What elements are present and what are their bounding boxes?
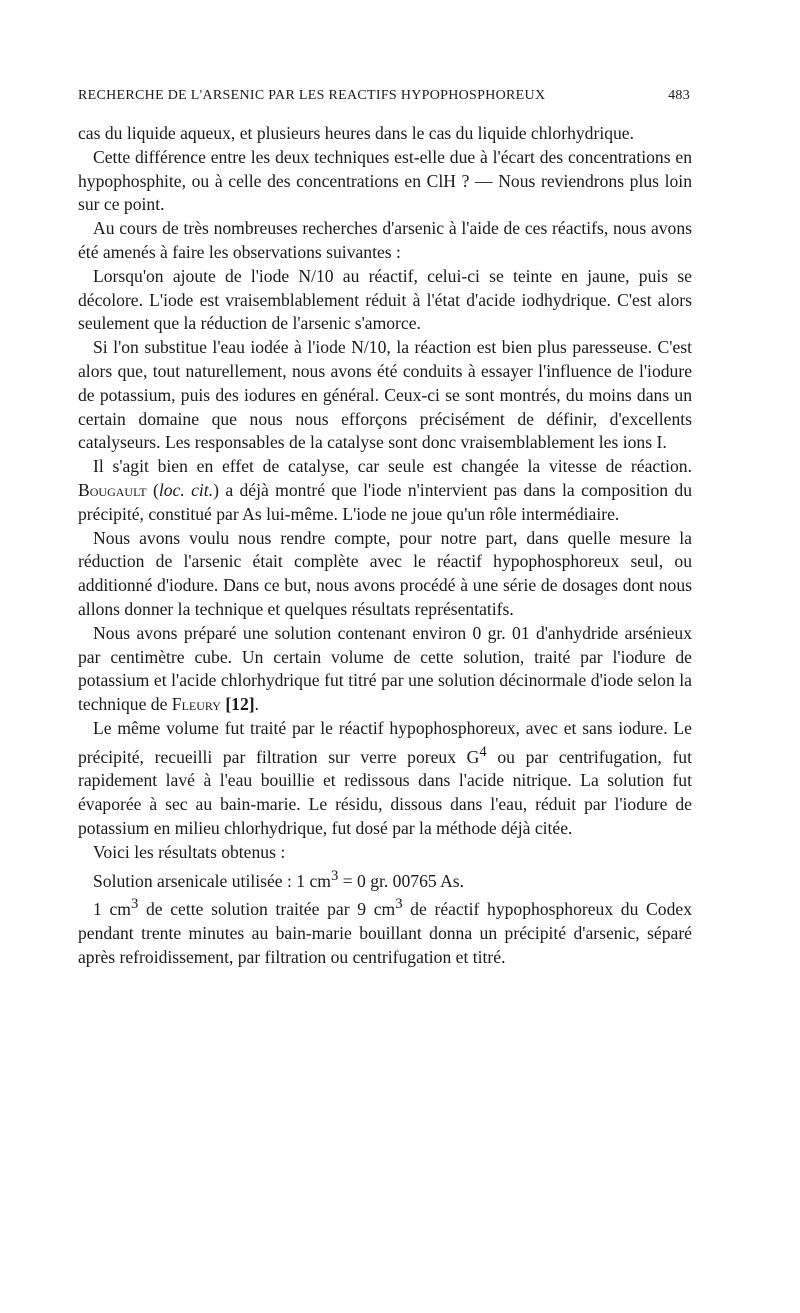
paragraph-text: .: [254, 694, 260, 715]
paragraph-text: (: [146, 479, 159, 500]
running-header: [78, 88, 690, 104]
paragraph-text: de cette solution traitée par 9 cm: [138, 899, 396, 920]
paragraph: [78, 455, 692, 526]
paragraph: [78, 865, 692, 894]
superscript: 4: [479, 743, 487, 760]
paragraph-text: de réactif hypophosphoreux du Codex pendant trente minutes au bain-marie bouillant donna un précipité d'arsenic, séparé après refroidissement, par filtration ou centrifugation et titré.: [78, 899, 692, 967]
citation-abbrev: loc. cit.: [158, 479, 214, 500]
superscript: 3: [130, 896, 139, 913]
body-text: [78, 122, 692, 969]
reference-number: [12]: [225, 694, 255, 715]
running-title: RECHERCHE DE L'ARSENIC PAR LES REACTIFS HYPOPHOSPHOREUX: [78, 88, 546, 103]
paragraph-text: Nous avons voulu nous rendre compte, pour notre part, dans quelle mesure la réduction de l'arsenic était complète avec le réactif hypophosphoreux seul, ou additionné d'iodure. Dans ce but, nous avons procédé à une série de dosages dont nous allons donner la technique et quelques résultats représentatifs.: [78, 527, 692, 619]
paragraph: cas du liquide aqueux, et plusieurs heures dans le cas du liquide chlorhydrique.: [78, 123, 635, 143]
paragraph-text: Il s'agit bien en effet de catalyse, car seule est changée la vitesse de réaction.: [93, 456, 692, 477]
paragraph: [78, 622, 692, 717]
paragraph: Cette différence entre les deux techniques est-elle due à l'écart des concentrations en hypophosphite, ou à celle des concentrations en ClH ? — Nous reviendrons plus loin sur ce point.: [78, 146, 692, 215]
paragraph-text: ou par centrifugation, fut rapidement lavé à l'eau bouillie et redissous dans l'acide nitrique. La solution fut évaporée à sec au bain-marie. Le résidu, dissous dans l'eau, réduit par l'iodure de potassium en milieu chlorhydrique, fut dosé par la méthode déjà citée.: [78, 746, 692, 838]
paragraph-text: Nous avons préparé une solution contenant environ 0 gr. 01 d'anhydride arsénieux par centimètre cube. Un certain volume de cette solution, traité par l'iodure de potassium et l'acide chlorhydrique fut titré par une solution décinormale d'iode selon la technique de: [78, 622, 692, 715]
paragraph-text: ) a déjà montré que l'iode n'intervient pas dans la composition du précipité, constitué par As lui-même. L'iode ne joue qu'un rôle intermédiaire.: [78, 479, 693, 524]
paragraph-text: = 0 gr. 00765 As.: [338, 870, 465, 891]
page-number: 483: [668, 88, 690, 103]
paragraph: Si l'on substitue l'eau iodée à l'iode N/10, la réaction est bien plus paresseuse. C'est alors que, tout naturellement, nous avons été conduits à essayer l'influence de l'iodure de potassium, puis des iodures en général. Ceux-ci se sont montrés, du moins dans un certain domaine que nous nous efforçons précisément de définir, d'excellents catalyseurs. Les responsables de la catalyse sont donc vraisemblablement les ions I.: [78, 337, 692, 453]
paragraph: Voici les résultats obtenus :: [93, 841, 286, 862]
author-citation: Bougault: [78, 479, 147, 500]
superscript: 3: [330, 867, 339, 884]
paragraph: [78, 527, 692, 622]
superscript: 3: [395, 896, 403, 913]
paragraph-text: Solution arsenicale utilisée : 1 cm: [93, 870, 331, 891]
author-citation: Fleury: [171, 694, 221, 715]
paragraph-text: Le même volume fut traité par le réactif hypophosphoreux, avec et sans iodure. Le précipité, recueilli par filtration sur verre poreux G: [78, 717, 692, 767]
paragraph: [78, 717, 692, 841]
paragraph-text: 1 cm: [93, 899, 131, 920]
paragraph: Au cours de très nombreuses recherches d'arsenic à l'aide de ces réactifs, nous avons été amenés à faire les observations suivantes :: [78, 218, 692, 262]
paragraph: [78, 893, 692, 969]
paragraph: Lorsqu'on ajoute de l'iode N/10 au réactif, celui-ci se teinte en jaune, puis se décolore. L'iode est vraisemblablement réduit à l'état d'acide iodhydrique. C'est alors seulement que la réduction de l'arsenic s'amorce.: [78, 265, 692, 334]
